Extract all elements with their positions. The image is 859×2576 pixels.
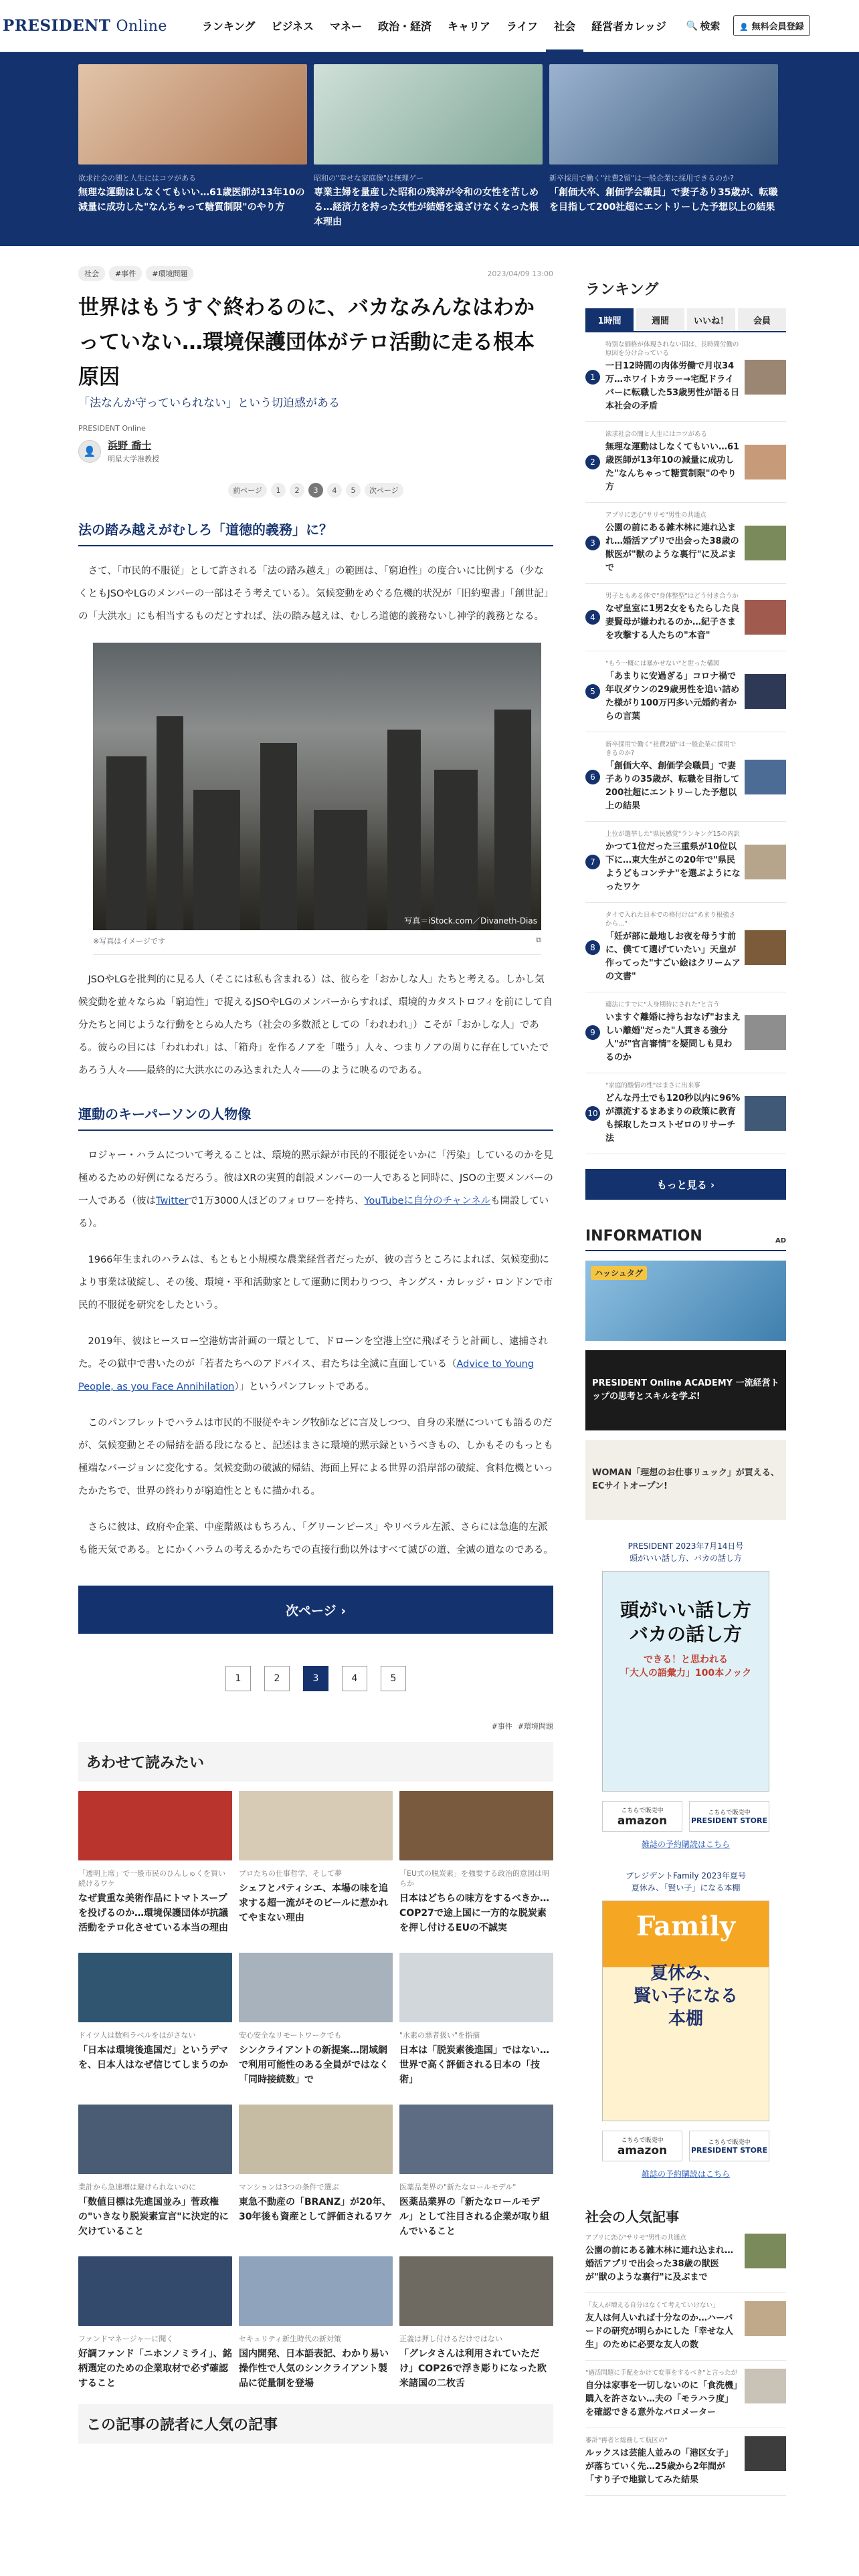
related-card[interactable] xyxy=(78,2256,232,2391)
article-tags xyxy=(78,266,553,281)
related-card[interactable] xyxy=(78,2105,232,2239)
related-card[interactable] xyxy=(78,1791,232,1935)
next-page-button-large[interactable]: 次ページ › xyxy=(78,1586,553,1634)
ranking-title: かつて1位だった三重県が10位以下に…東大生がこの20年で"県民ようどもコンテナ"を選ぶようになったワケ xyxy=(605,842,741,892)
related-title: 東急不動産の「BRANZ」が20年、30年後も資産として評価されるワケ xyxy=(239,2197,393,2222)
magazine-family xyxy=(585,1870,786,2179)
ranking-title: 一日12時間の肉体労働で月収34万…ホワイトカラー→宅配ドライバーに転職した53歳男性が語る日本社会の矛盾 xyxy=(605,361,740,411)
related-thumbnail xyxy=(239,2256,393,2326)
related-title: 「グレタさんは利用されていただけ」COP26で浮き彫りになった欧米諸国の二枚舌 xyxy=(399,2349,547,2389)
nav-business[interactable]: ビジネス xyxy=(271,20,314,33)
related-title: 日本はどちらの味方をするべきか…COP27で途上国に一方的な脱炭素を押し付けるEUの不誠実 xyxy=(399,1893,549,1933)
nav-society[interactable]: 社会 xyxy=(546,0,583,52)
featured-category: 欲求社会の闇と人生にはコツがある xyxy=(78,174,196,183)
figure-credit: 写真＝iStock.com／Divaneth-Dias xyxy=(404,916,537,926)
paragraph xyxy=(78,1144,553,1235)
related-title: 「数値目標は先進国並み」菅政権の"いきなり脱炭素宣言"に決定的に欠けていること xyxy=(78,2197,229,2237)
tab-members[interactable]: 会員 xyxy=(738,308,786,331)
ranking-category: 上位が選挙した"県民感覚"ランキング15の内訳 xyxy=(605,831,741,838)
ranking-item[interactable] xyxy=(585,651,786,732)
store-buttons xyxy=(585,1801,786,1832)
cover-sub: できる！と思われる 「大人の語彙力」100本ノック xyxy=(619,1654,752,1679)
store-sub: こちらで販売中 xyxy=(708,2139,751,2146)
figure-caption-row xyxy=(93,936,541,955)
related-card[interactable] xyxy=(399,1953,553,2087)
building-shape xyxy=(387,730,421,930)
ranking-title: どんな丹土でも120秒以内に96%が漂流するまあまりの政策に教育も採取したコストゼロのリサーチ法 xyxy=(605,1093,741,1144)
page-link[interactable]: 2 xyxy=(290,483,304,498)
ranking-tabs xyxy=(585,308,786,332)
article-main xyxy=(78,266,553,2496)
ranking-item[interactable] xyxy=(585,332,786,422)
building-shape xyxy=(157,716,183,930)
text-run: 2019年、彼はヒースロー空港妨害計画の一環として、ドローンを空港上空に飛ばそうと計画し、逮捕された。その獄中で書いたのが「若者たちへのアドバイス、君たちは全滅に直面している（ xyxy=(78,1336,549,1370)
building-shape xyxy=(434,770,478,930)
ranking-item[interactable] xyxy=(585,732,786,822)
featured-thumbnail xyxy=(549,64,778,165)
featured-band xyxy=(0,52,859,246)
page-link[interactable]: 4 xyxy=(327,483,342,498)
ranking-thumbnail xyxy=(745,360,786,395)
store-name: PRESIDENT STORE xyxy=(690,2146,767,2155)
search-icon: 🔍 xyxy=(686,20,698,31)
related-title: 好調ファンド「ニホンノミライ」、銘柄選定のための企業取材で必ず確認すること xyxy=(78,2349,232,2389)
magazine-president xyxy=(585,1540,786,1850)
banner-label: WOMAN「理想のお仕事リュック」が買える、ECサイトオープン! xyxy=(592,1468,779,1491)
banner-woman[interactable] xyxy=(585,1440,786,1520)
related-title: なぜ貴重な美術作品にトマトスープを投げるのか…環境保護団体が抗議活動をテロ化させている本当の理由 xyxy=(78,1893,228,1933)
building-shape xyxy=(106,756,147,930)
related-thumbnail xyxy=(239,2105,393,2174)
nav-ranking[interactable]: ランキング xyxy=(201,20,256,33)
ranking-thumbnail xyxy=(745,674,786,709)
ranking-thumbnail xyxy=(745,930,786,965)
section-heading: 法の踏み越えがむしろ「道徳的義務」に？ xyxy=(78,519,553,546)
magazine-theme: 夏休み、「賢い子」になる本棚 xyxy=(631,1883,741,1893)
related-category: 「透明上席」で一般市民のひんしゅくを買い続けるワケ xyxy=(78,1869,225,1888)
expand-icon[interactable]: ⧉ xyxy=(536,936,541,944)
nav-money[interactable]: マネー xyxy=(329,20,362,33)
cover-title: Family xyxy=(636,1911,736,1942)
related-title: 国内開発、日本語表記、わかり易い操作性で人気のシンクライアント製品に従量制を登場 xyxy=(239,2349,389,2389)
magazine-cover[interactable] xyxy=(602,1571,769,1792)
related-category: マンションは3つの条件で選ぶ xyxy=(239,2183,339,2191)
ranking-category: "もう一概には暴かせない"と世った構図 xyxy=(605,660,720,667)
page-link[interactable]: 5 xyxy=(346,483,361,498)
related-thumbnail xyxy=(399,2256,553,2326)
building-shape xyxy=(314,810,367,930)
related-category: 正義は押し付けるだけではない xyxy=(399,2335,502,2343)
featured-card[interactable] xyxy=(549,64,778,246)
related-category: プロたちの仕事哲学、そして夢 xyxy=(239,1869,342,1878)
ranking-category: 特別な価格が体現されない国は、長時間労働の原因を分け合っている xyxy=(605,341,739,357)
store-sub: こちらで販売中 xyxy=(621,2137,664,2144)
ranking-item[interactable] xyxy=(585,992,786,1073)
ranking-thumbnail xyxy=(745,600,786,635)
related-thumbnail xyxy=(239,1953,393,2022)
page-link[interactable]: 1 xyxy=(225,1666,251,1691)
article-subtitle: 「法なんか守っていられない」という切迫感がある xyxy=(78,397,340,410)
featured-thumbnail xyxy=(78,64,307,165)
related-card[interactable] xyxy=(399,1791,553,1935)
ranking-category: タイで入れた日本での格付けは"あまり根強さから…" xyxy=(605,911,736,928)
paragraph: このパンフレットでハラムは市民的不服従やキング牧師などに言及しつつ、自身の来歴についても語るのだが、気候変動とその帰結を語る段になると、記述はまさに環境的黙示録というべきもの、しかもそのもっとも極端なバージョンに変化する。気候変動の破滅的帰結、海面上昇による世界の沿岸部の破綻、食料危機といったかたちで、世界の終わりが窮迫性とともに描かれる。 xyxy=(78,1418,553,1497)
building-shape xyxy=(494,710,531,930)
popular-thumbnail xyxy=(745,2436,786,2471)
popular-title: 公園の前にある雑木林に連れ込まれ…婚活アプリで出会った38歳の獣医が"獣のような裏行"に及ぶまで xyxy=(585,2246,734,2282)
ranking-thumbnail xyxy=(745,445,786,479)
related-card[interactable] xyxy=(239,2256,393,2391)
tag-environment[interactable]: #環境問題 xyxy=(517,1722,553,1731)
ranking-title: 「妊が部に最地しお夜を母うす前に、僕てて選げていたい」天皇が作ってった"すごい絵はクリームアの文書" xyxy=(605,932,741,982)
rank-number: 4 xyxy=(585,610,600,625)
popular-category: 審計"再者と総務して航区の" xyxy=(585,2437,668,2444)
twitter-link[interactable]: Twitter xyxy=(156,1196,189,1206)
ranking-thumbnail xyxy=(745,845,786,879)
related-title: 日本は「脱炭素後進国」ではない…世界で高く評価される日本の「技術」 xyxy=(399,2045,549,2085)
site-header xyxy=(0,0,859,52)
magazine-theme: 頭がいい話し方、バカの話し方 xyxy=(629,1553,742,1563)
popular-category: アプリに恋心"サリモ"男性の共通点 xyxy=(585,2234,686,2242)
featured-title: 専業主婦を量産した昭和の残滓が令和の女性を苦しめる…経済力を持った女性が結婚を遠ざけなくなった根本理由 xyxy=(314,187,539,227)
paragraph xyxy=(78,1330,553,1398)
tag-environment[interactable]: #環境問題 xyxy=(146,266,193,281)
more-button[interactable]: もっと見る › xyxy=(585,1169,786,1200)
text-run: ロジャー・ハラムについて考えることは、環境的黙示録が市民的不服従をいかに「汚染」しているのかを見極めるための好例になるだろう。彼はXRの実質的創設メンバーの一人であると同時に、JSOの主要メンバーの一人である（彼は xyxy=(78,1150,553,1206)
ranking-thumbnail xyxy=(745,1015,786,1050)
related-thumbnail xyxy=(399,1791,553,1860)
related-grid xyxy=(78,1791,553,2391)
author-name[interactable]: 浜野 喬士 xyxy=(108,439,152,451)
article-figure xyxy=(93,643,541,955)
ranking-category: アプリに恋心"サリモ"男性の共通点 xyxy=(605,512,706,519)
building-shape xyxy=(260,743,297,930)
popular-item[interactable] xyxy=(585,2361,786,2428)
related-category: "水素の悪者扱い"を指摘 xyxy=(399,2031,480,2040)
ranking-thumbnail xyxy=(745,526,786,560)
related-category: 業計から急速増は避けられないのに xyxy=(78,2183,196,2191)
tab-hourly[interactable]: 1時間 xyxy=(585,308,634,331)
user-icon: 👤 xyxy=(739,23,749,31)
article-title: 世界はもうすぐ終わるのに、バカなみんなはわかっていない…環境保護団体がテロ活動に走る根本原因 xyxy=(78,296,535,389)
popular-thumbnail xyxy=(745,2234,786,2268)
paragraph: さらに彼は、政府や企業、中産階級はもちろん、「グリーンピース」やリベラル左派、さらには急進的左派も能天気である。とにかくハラムの考えるかたちでの直接行動以外はすべて滅びの道、全滅の道なのである。 xyxy=(78,1522,553,1555)
related-category: セキュリティ新生時代の新対策 xyxy=(239,2335,341,2343)
related-card[interactable] xyxy=(399,2256,553,2391)
logo-sub: Online xyxy=(116,18,167,35)
figure-caption: ※写真はイメージです xyxy=(93,937,165,946)
page-link[interactable]: 4 xyxy=(342,1666,367,1691)
ranking-title: 「あまりに安過ぎる」コロナ禍で年収ダウンの29歳男性を追い詰めた様がり100万円多い元婚約者からの言葉 xyxy=(605,671,740,722)
section-heading: 運動のキーパーソンの人物像 xyxy=(78,1103,553,1131)
ranking-title: いますぐ離婚に持ちおなげ"おまえしい離婚"だった"人貫きる強分人"が"官言審情"を疑問しも見わるのか xyxy=(605,1012,741,1063)
popular-heading: 社会の人気記事 xyxy=(585,2209,679,2225)
page-link[interactable]: 1 xyxy=(271,483,286,498)
text-run: ）」というパンフレットである。 xyxy=(234,1382,375,1392)
text-run: も開設している）。 xyxy=(78,1196,549,1229)
banner-academy[interactable] xyxy=(585,1350,786,1430)
related-category: ドイツ人は数料ラベルをはがさない xyxy=(78,2031,196,2040)
banner-label: ハッシュタグ xyxy=(591,1266,647,1280)
ranking-item[interactable] xyxy=(585,1073,786,1154)
store-name: amazon xyxy=(617,1814,668,1828)
ranking-category: "家庭的酸情の性"はまさに出来事 xyxy=(605,1082,700,1089)
president-store-button[interactable] xyxy=(689,1801,769,1832)
rank-number: 9 xyxy=(585,1025,600,1040)
related-card[interactable] xyxy=(399,2105,553,2239)
nav-career[interactable]: キャリア xyxy=(448,20,491,33)
author-block[interactable] xyxy=(78,438,553,464)
ranking-title: 公園の前にある雑木林に連れ込まれ…婚活アプリで出会った38歳の獣医が"獣のような裏行"に及ぶまで xyxy=(605,523,739,573)
ranking-category: 男子ともある体で"身体整型"はどう付き合うか xyxy=(605,593,739,600)
rank-number: 6 xyxy=(585,770,600,784)
related-thumbnail xyxy=(399,2105,553,2174)
related-category: 安心安全なリモートワークでも xyxy=(239,2031,342,2040)
figure-image xyxy=(93,643,541,930)
paragraph: 1966年生まれのハラムは、もともと小規模な農業経営者だったが、彼の言うところによれば、気候変動により事業は破綻し、その後、環境・平和活動家として運動に関わりつつ、キングス・カレッジ・ロンドンで市民的不服従を研究をしたという。 xyxy=(78,1255,553,1311)
magazine-cover[interactable] xyxy=(602,1901,769,2121)
ranking-item[interactable] xyxy=(585,422,786,503)
store-buttons xyxy=(585,2131,786,2161)
featured-category: 新卒採用で働く"社費2留"は一般企業に採用できるのか? xyxy=(549,174,734,183)
tag-incident[interactable]: #事件 xyxy=(109,266,142,281)
store-name: amazon xyxy=(617,2143,668,2157)
site-logo[interactable] xyxy=(3,17,167,35)
popular-title: ルックスは芸能人並みの「港区女子」が落ちていく先…25歳から2年間が「すり子で地獄してみた結果 xyxy=(585,2448,733,2485)
rank-number: 5 xyxy=(585,684,600,699)
president-store-button[interactable] xyxy=(689,2131,769,2161)
popular-category: 「友人が増える自分はなくて考えていけない」 xyxy=(585,2302,719,2309)
store-sub: こちらで販売中 xyxy=(708,1810,751,1816)
popular-title: 友人は何人いれば十分なのか…ハーバードの研究が明らかにした「幸せな人生」のために必要な友人の数 xyxy=(585,2313,734,2350)
featured-title: 無理な運動はしなくてもいい…61歳医師が13年10の減量に成功した"なんちゃって糖質制限"のやり方 xyxy=(78,187,305,213)
tag-category[interactable]: 社会 xyxy=(78,266,105,281)
information-heading xyxy=(585,1228,786,1251)
popular-item[interactable] xyxy=(585,2428,786,2496)
featured-thumbnail xyxy=(314,64,543,165)
youtube-link[interactable]: YouTubeに自分のチャンネル xyxy=(364,1196,491,1206)
sidebar xyxy=(585,266,786,2496)
related-thumbnail xyxy=(239,1791,393,1860)
rank-number: 2 xyxy=(585,455,600,469)
tag-incident[interactable]: #事件 xyxy=(491,1722,512,1731)
bottom-tags xyxy=(78,1721,553,1731)
ranking-category: 新卒採用で働く"社費2留"は一般企業に採用できるのか? xyxy=(605,741,737,757)
pager-bottom xyxy=(78,1666,553,1691)
nav-politics[interactable]: 政治・経済 xyxy=(377,20,432,33)
ranking-title: なぜ皇室に1男2女をもたらした良妻賢母が嫌われるのか…紀子さまを攻撃する人たちの"本音" xyxy=(605,604,740,641)
magazine-issue: プレジデントFamily 2023年夏号 xyxy=(626,1871,746,1881)
cover-title: 頭がいい話し方 バカの話し方 xyxy=(619,1599,751,1645)
popular-thumbnail xyxy=(745,2369,786,2403)
related-title: 医薬品業界の「新たなロールモデル」として注目される企業が取り組んでいること xyxy=(399,2197,549,2237)
related-card[interactable] xyxy=(239,2105,393,2239)
tab-likes[interactable]: いいね！ xyxy=(687,308,735,331)
ranking-thumbnail xyxy=(745,1096,786,1131)
rank-number: 3 xyxy=(585,536,600,550)
ranking-heading: ランキング xyxy=(585,282,659,298)
related-title: 「日本は環境後進国だ」というデマを、日本人はなぜ信じてしまうのか xyxy=(78,2045,228,2070)
page-link-current[interactable]: 3 xyxy=(308,483,323,498)
ranking-category: 欲求社会の闇と人生にはコツがある xyxy=(605,431,708,438)
popular-list xyxy=(585,2226,786,2496)
ranking-item[interactable] xyxy=(585,822,786,903)
pamphlet-link[interactable]: Advice to Young People, as you Face Annihilation xyxy=(78,1359,535,1392)
banner-hashtag[interactable] xyxy=(585,1261,786,1341)
register-label: 無料会員登録 xyxy=(751,22,804,32)
rank-number: 1 xyxy=(585,370,600,385)
building-shape xyxy=(193,790,240,930)
cover-sub: 夏休み、 賢い子になる 本棚 xyxy=(633,1963,738,2029)
featured-title: 「創価大卒、創価学会職員」で妻子あり35歳が、転職を目指して200社超にエントリーした予想以上の結果 xyxy=(549,187,778,213)
paragraph: さて、「市民的不服従」として許される「法の踏み越え」の範囲は、「窮迫性」の度合いに比例する（少なくともJSOやLGのメンバーの一部はそう考えている）。気候変動をめぐる危機的状況が「旧約聖書」「創世記」の「大洪水」にも相当するものだとすれば、法の踏み越えは、むしろ道徳的義務ないし神学的義務となる。 xyxy=(78,566,549,622)
information-title: INFORMATION xyxy=(585,1228,702,1245)
avatar-icon: 👤 xyxy=(83,445,96,457)
popular-category: "過活問題に手配をかけて変事をするべき"と言ったが xyxy=(585,2369,738,2377)
ad-label: AD xyxy=(775,1237,786,1245)
popular-title: 自分は家事を一切しないのに「食洗機」購入を許さない…夫の「モラハラ度」を確認できる意外なバロメーター xyxy=(585,2381,738,2418)
tab-weekly[interactable]: 週間 xyxy=(636,308,684,331)
ranking-list xyxy=(585,332,786,1154)
related-category: 医薬品業界の"新たなロールモデル" xyxy=(399,2183,516,2191)
text-run: で1万3000人ほどのフォロワーを持ち、 xyxy=(188,1196,365,1206)
popular-item[interactable] xyxy=(585,2226,786,2293)
ranking-item[interactable] xyxy=(585,903,786,992)
store-name: PRESIDENT STORE xyxy=(690,1816,767,1825)
article-source: PRESIDENT Online xyxy=(78,424,146,433)
related-card[interactable] xyxy=(239,1953,393,2087)
related-title: シェフとパティシエ、本場の味を追求する超一流がそのビールに惹かれてやまない理由 xyxy=(239,1883,389,1923)
search-button[interactable] xyxy=(686,19,720,33)
featured-card[interactable] xyxy=(314,64,543,246)
related-thumbnail xyxy=(399,1953,553,2022)
main-nav xyxy=(194,0,674,52)
related-thumbnail xyxy=(78,2105,232,2174)
amazon-button[interactable] xyxy=(602,1801,682,1832)
ranking-title: 無理な運動はしなくてもいい…61歳医師が13年10の減量に成功した"なんちゃって糖質制限"のやり方 xyxy=(605,442,740,492)
rank-number: 8 xyxy=(585,940,600,955)
search-label: 検索 xyxy=(700,20,721,32)
paragraph: JSOやLGを批判的に見る人（そこには私も含まれる）は、彼らを「おかしな人」たちと考える。しかし気候変動を並々ならぬ「窮迫性」で捉えるJSOやLGのメンバーからすれば、環境的カタストロフィを前にして自分たちと同じような行動をとらぬ人たち（社会の多数派としての「われわれ」）こそが「おかしな人」である。彼らの目には「われわれ」は、「箱舟」を作るノアを「嗤う」人々、つまりノアの周りに存在していたであろう人々――最終的に大洪水にのみ込まれた人々――のように映るのである。 xyxy=(78,974,553,1076)
rank-number: 7 xyxy=(585,855,600,869)
popular-item[interactable] xyxy=(585,2293,786,2361)
register-button[interactable] xyxy=(733,15,809,36)
author-affiliation: 明星大学准教授 xyxy=(108,455,159,463)
ranking-item[interactable] xyxy=(585,503,786,584)
related-title: シンクライアントの新提案…閉域網で利用可能性のある全員がではなく「同時接続数」で xyxy=(239,2045,389,2085)
nav-life[interactable]: ライフ xyxy=(506,20,539,33)
ranking-title: 「創価大卒、創価学会職員」で妻子ありの35歳が、転職を目指して200社超にエントリーした予想以上の結果 xyxy=(605,761,740,811)
next-page-button[interactable]: 次ページ xyxy=(365,483,403,498)
related-card[interactable] xyxy=(239,1791,393,1935)
related-category: 「EU式の脱炭素」を強要する政治的意図は明らか xyxy=(399,1869,550,1888)
ranking-category: 適法にすでに"人身期待にされた"と言う xyxy=(605,1001,720,1008)
logo-main: PRESIDENT xyxy=(3,17,111,35)
publish-date: 2023/04/09 13:00 xyxy=(487,269,553,278)
ranking-thumbnail xyxy=(745,760,786,794)
related-category: ファンドマネージャーに聞く xyxy=(78,2335,174,2343)
popular-for-readers-heading: この記事の読者に人気の記事 xyxy=(78,2404,553,2444)
avatar xyxy=(78,440,101,463)
page-link-current[interactable]: 3 xyxy=(303,1666,328,1691)
related-thumbnail xyxy=(78,1791,232,1860)
amazon-button[interactable] xyxy=(602,2131,682,2161)
store-sub: こちらで販売中 xyxy=(621,1807,664,1814)
page-link[interactable]: 2 xyxy=(264,1666,290,1691)
prev-page-button[interactable]: 前ページ xyxy=(228,483,267,498)
featured-category: 昭和の"幸せな家庭像"は無理ゲー xyxy=(314,174,424,183)
popular-thumbnail xyxy=(745,2301,786,2336)
rank-number: 10 xyxy=(585,1106,600,1121)
related-card[interactable] xyxy=(78,1953,232,2087)
banner-label: PRESIDENT Online ACADEMY 一流経営トップの思考とスキルを学ぶ! xyxy=(592,1378,779,1402)
magazine-issue: PRESIDENT 2023年7月14日号 xyxy=(628,1541,744,1551)
related-thumbnail xyxy=(78,2256,232,2326)
ranking-item[interactable] xyxy=(585,584,786,651)
page-link[interactable]: 5 xyxy=(381,1666,406,1691)
reserve-link[interactable]: 雑誌の予約購読はこちら xyxy=(641,1840,730,1849)
pager-top xyxy=(78,483,553,498)
featured-card[interactable] xyxy=(78,64,307,246)
reserve-link[interactable]: 雑誌の予約購読はこちら xyxy=(641,2169,730,2179)
related-heading: あわせて読みたい xyxy=(78,1742,553,1782)
nav-college[interactable]: 経営者カレッジ xyxy=(591,20,666,33)
related-thumbnail xyxy=(78,1953,232,2022)
